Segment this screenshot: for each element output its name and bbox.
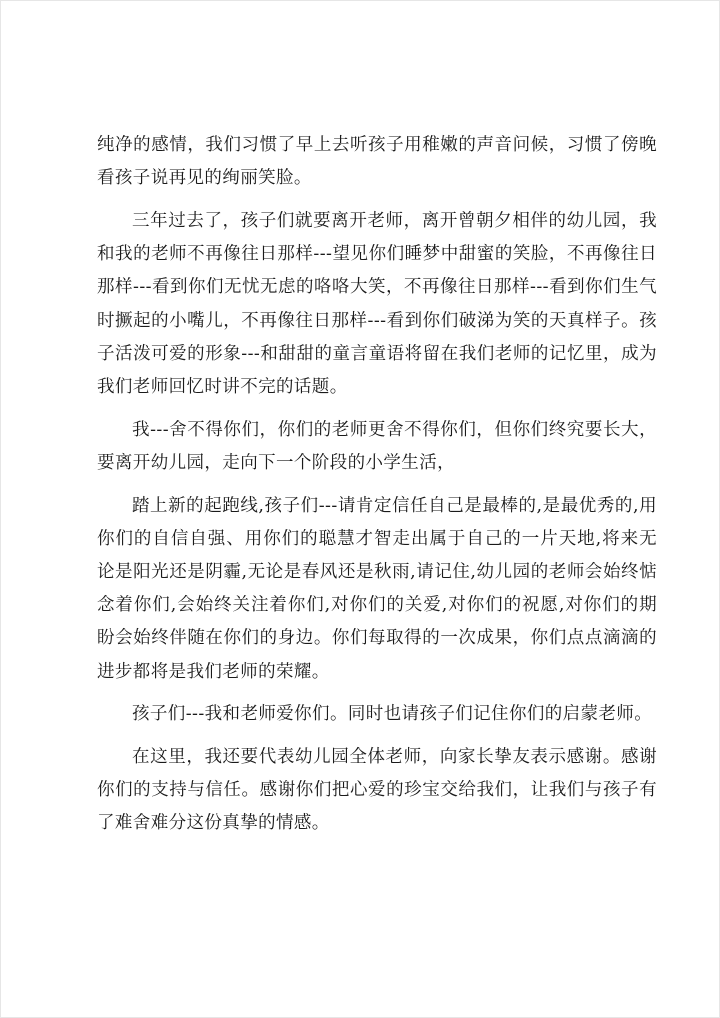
document-body xyxy=(97,129,657,841)
paragraph-5: 孩子们---我和老师爱你们。同时也请孩子们记住你们的启蒙老师。 xyxy=(132,704,653,725)
paragraph-4: 踏上新的起跑线,孩子们---请肯定信任自己是最棒的,是最优秀的,用你们的自信自强、用你们的聪慧才智走出属于自己的一片天地,将来无论是阳光还是阴霾,无论是春风还是秋雨,请记住,幼儿园的老师会始终惦念着你们,会始终关注着你们,对你们的关爱,对你们的祝愿,对你们的期盼会始终伴随在你们的身边。你们每取得的一次成果，你们点点滴滴的进步都将是我们老师的荣耀。 xyxy=(97,495,657,682)
paragraph-2: 三年过去了，孩子们就要离开老师，离开曾朝夕相伴的幼儿园，我和我的老师不再像往日那样---望见你们睡梦中甜蜜的笑脸，不再像往日那样---看到你们无忧无虑的咯咯大笑，不再像往日那样---看到你们生气时撅起的小嘴儿，不再像往日那样---看到你们破涕为笑的天真样子。孩子活泼可爱的形象---和甜甜的童言童语将留在我们老师的记忆里，成为我们老师回忆时讲不完的话题。 xyxy=(97,210,657,397)
paragraph-1: 纯净的感情，我们习惯了早上去听孩子用稚嫩的声音问候，习惯了傍晚看孩子说再见的绚丽笑脸。 xyxy=(97,135,657,189)
paragraph-3: 我---舍不得你们，你们的老师更舍不得你们，但你们终究要长大，要离开幼儿园，走向下一个阶段的小学生活， xyxy=(97,419,657,473)
paragraph-6: 在这里，我还要代表幼儿园全体老师，向家长挚友表示感谢。感谢你们的支持与信任。感谢你们把心爱的珍宝交给我们，让我们与孩子有了难舍难分这份真挚的情感。 xyxy=(97,746,657,834)
